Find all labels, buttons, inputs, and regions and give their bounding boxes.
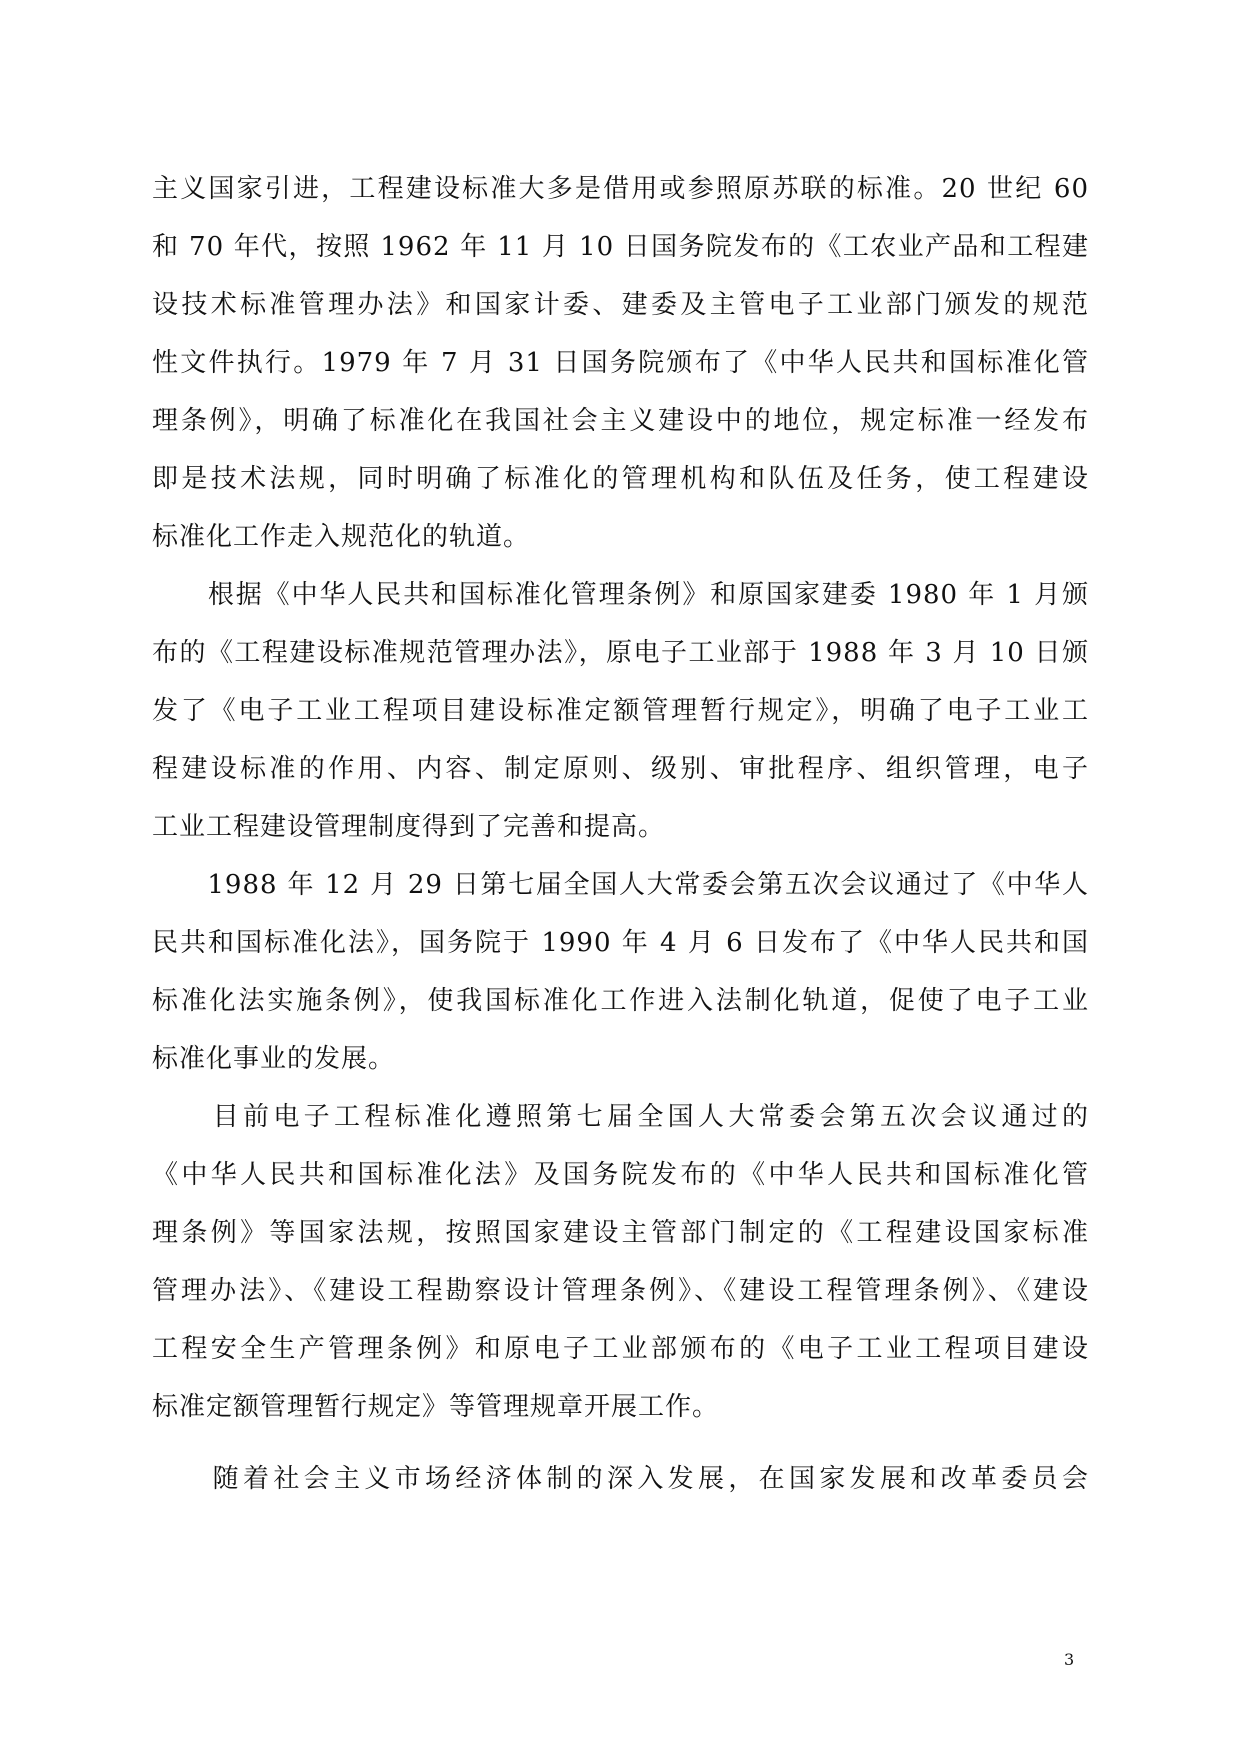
page-number: 3 — [1064, 1650, 1075, 1669]
text-line: 理条例》，明确了标准化在我国社会主义建设中的地位，规定标准一经发布 — [152, 406, 1089, 436]
paragraph-gap — [152, 1436, 1089, 1450]
text-line: 理条例》等国家法规，按照国家建设主管部门制定的《工程建设国家标准 — [152, 1218, 1089, 1248]
text-line: 程建设标准的作用、内容、制定原则、级别、审批程序、组织管理，电子 — [152, 754, 1089, 784]
body-text — [152, 160, 1089, 1508]
text-line: 标准定额管理暂行规定》等管理规章开展工作。 — [152, 1392, 720, 1422]
text-line: 设技术标准管理办法》和国家计委、建委及主管电子工业部门颁发的规范 — [152, 290, 1089, 320]
text-line: 管理办法》、《建设工程勘察设计管理条例》、《建设工程管理条例》、《建设 — [152, 1276, 1089, 1306]
text-line: 工程安全生产管理条例》和原电子工业部颁布的《电子工业工程项目建设 — [152, 1334, 1089, 1364]
text-line: 工业工程建设管理制度得到了完善和提高。 — [152, 812, 666, 842]
text-line: 根据《中华人民共和国标准化管理条例》和原国家建委 1980 年 1 月颁 — [152, 580, 1089, 610]
text-line: 目前电子工程标准化遵照第七届全国人大常委会第五次会议通过的 — [152, 1102, 1089, 1132]
text-line: 《中华人民共和国标准化法》及国务院发布的《中华人民共和国标准化管 — [152, 1160, 1089, 1190]
text-line: 和 70 年代，按照 1962 年 11 月 10 日国务院发布的《工农业产品和工程建 — [152, 232, 1089, 262]
text-line: 主义国家引进，工程建设标准大多是借用或参照原苏联的标准。20 世纪 60 — [152, 174, 1089, 204]
text-line: 即是技术法规，同时明确了标准化的管理机构和队伍及任务，使工程建设 — [152, 464, 1089, 494]
text-line: 标准化法实施条例》，使我国标准化工作进入法制化轨道，促使了电子工业 — [152, 986, 1089, 1016]
text-line: 标准化工作走入规范化的轨道。 — [152, 522, 531, 552]
text-line: 性文件执行。1979 年 7 月 31 日国务院颁布了《中华人民共和国标准化管 — [152, 348, 1089, 378]
text-line: 随着社会主义市场经济体制的深入发展，在国家发展和改革委员会 — [152, 1464, 1089, 1494]
text-line: 民共和国标准化法》，国务院于 1990 年 4 月 6 日发布了《中华人民共和国 — [152, 928, 1089, 958]
text-line: 发了《电子工业工程项目建设标准定额管理暂行规定》，明确了电子工业工 — [152, 696, 1089, 726]
text-line: 布的《工程建设标准规范管理办法》，原电子工业部于 1988 年 3 月 10 日颁 — [152, 638, 1089, 668]
text-line: 1988 年 12 月 29 日第七届全国人大常委会第五次会议通过了《中华人 — [152, 870, 1089, 900]
text-line: 标准化事业的发展。 — [152, 1044, 396, 1074]
